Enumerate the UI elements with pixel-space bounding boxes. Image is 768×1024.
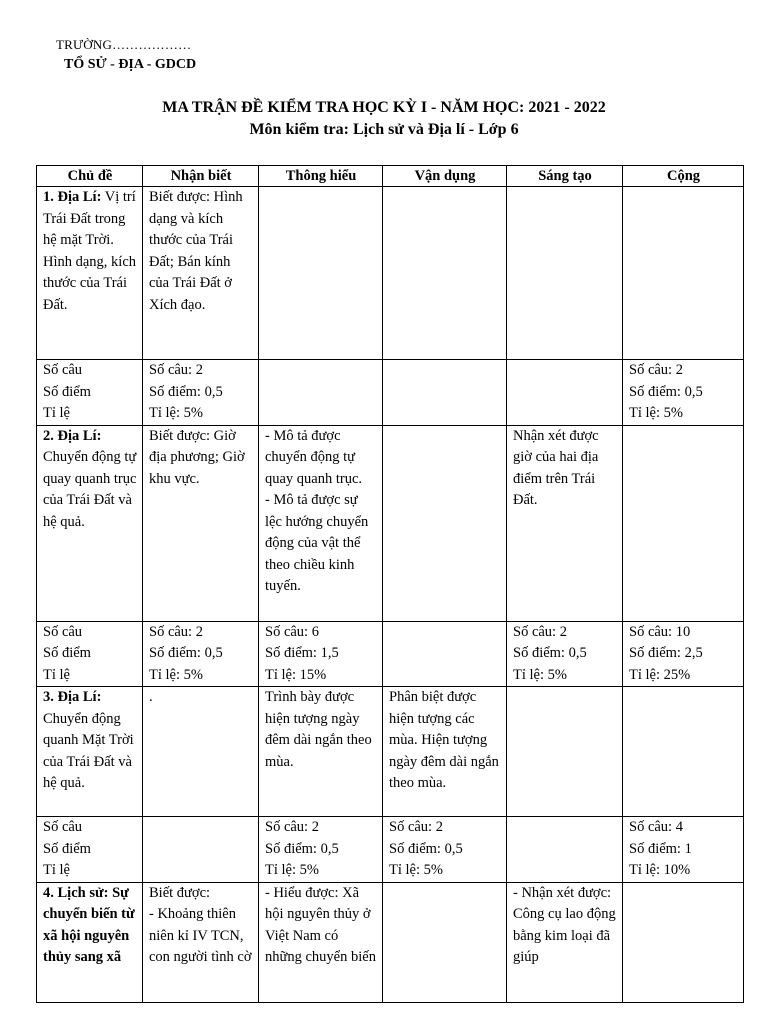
stats-row — [37, 360, 744, 426]
topic-title-text: Chuyển động tự quay quanh trục của Trái Đất và hệ quả. — [43, 449, 137, 530]
stats-recognize-cell: Số câu: 2 Số điểm: 0,5 Tỉ lệ: 5% — [143, 621, 259, 687]
stats-label-cell: Số câu Số điểm Tỉ lệ — [37, 817, 143, 883]
apply-cell — [383, 425, 507, 621]
column-header-total: Cộng — [623, 166, 744, 187]
total-cell — [623, 425, 744, 621]
stats-total-cell: Số câu: 2 Số điểm: 0,5 Tỉ lệ: 5% — [623, 360, 744, 426]
create-cell — [507, 187, 623, 360]
stats-understand-cell: Số câu: 6 Số điểm: 1,5 Tỉ lệ: 15% — [259, 621, 383, 687]
topic-title-bold: 3. Địa Lí: — [43, 689, 102, 705]
stats-label-cell: Số câu Số điểm Tỉ lệ — [37, 360, 143, 426]
topic-row — [37, 425, 744, 621]
stats-total-cell: Số câu: 10 Số điểm: 2,5 Tỉ lệ: 25% — [623, 621, 744, 687]
apply-cell — [383, 882, 507, 1002]
understand-cell: Trình bày được hiện tượng ngày đêm dài ngắn theo mùa. — [259, 687, 383, 817]
topic-title-cell — [37, 687, 143, 817]
apply-cell — [383, 187, 507, 360]
stats-understand-cell — [259, 360, 383, 426]
exam-matrix-table — [36, 165, 744, 1003]
topic-title-cell — [37, 882, 143, 1002]
stats-recognize-cell: Số câu: 2 Số điểm: 0,5 Tỉ lệ: 5% — [143, 360, 259, 426]
stats-recognize-cell — [143, 817, 259, 883]
create-cell — [507, 687, 623, 817]
topic-title-bold: 1. Địa Lí: — [43, 189, 102, 205]
apply-cell: Phân biệt được hiện tượng các mùa. Hiện tượng ngày đêm dài ngắn theo mùa. — [383, 687, 507, 817]
column-header-recognize: Nhận biết — [143, 166, 259, 187]
recognize-cell: Biết được: Giờ địa phương; Giờ khu vực. — [143, 425, 259, 621]
understand-cell: - Hiểu được: Xã hội nguyên thủy ở Việt Nam có những chuyển biến — [259, 882, 383, 1002]
stats-understand-cell: Số câu: 2 Số điểm: 0,5 Tỉ lệ: 5% — [259, 817, 383, 883]
topic-title-text: Vị trí Trái Đất trong hệ mặt Trời. Hình dạng, kích thước của Trái Đất. — [43, 189, 137, 313]
total-cell — [623, 882, 744, 1002]
topic-title-cell — [37, 187, 143, 360]
column-header-create: Sáng tạo — [507, 166, 623, 187]
topic-row — [37, 187, 744, 360]
create-cell: Nhận xét được giờ của hai địa điểm trên Trái Đất. — [507, 425, 623, 621]
recognize-cell: Biết được: Hình dạng và kích thước của Trái Đất; Bán kính của Trái Đất ở Xích đạo. — [143, 187, 259, 360]
column-header-apply: Vận dụng — [383, 166, 507, 187]
stats-create-cell: Số câu: 2 Số điểm: 0,5 Tỉ lệ: 5% — [507, 621, 623, 687]
document-title: MA TRẬN ĐỀ KIỂM TRA HỌC KỲ I - NĂM HỌC: 2021 - 2022 — [162, 99, 606, 116]
stats-total-cell: Số câu: 4 Số điểm: 1 Tỉ lệ: 10% — [623, 817, 744, 883]
total-cell — [623, 187, 744, 360]
header-row — [37, 166, 744, 187]
topic-title-bold: 4. Lịch sử: Sự chuyển biến từ xã hội nguyên thủy sang xã — [43, 884, 135, 965]
understand-cell: - Mô tả được chuyển động tự quay quanh trục. - Mô tả được sự lệc hướng chuyển động của vật thể theo chiều kinh tuyến. — [259, 425, 383, 621]
topic-row — [37, 687, 744, 817]
stats-apply-cell: Số câu: 2 Số điểm: 0,5 Tỉ lệ: 5% — [383, 817, 507, 883]
stats-apply-cell — [383, 360, 507, 426]
stats-apply-cell — [383, 621, 507, 687]
stats-row — [37, 817, 744, 883]
topic-title-bold: 2. Địa Lí: — [43, 427, 102, 444]
topic-row — [37, 882, 744, 1002]
stats-create-cell — [507, 360, 623, 426]
total-cell — [623, 687, 744, 817]
department-name: TỔ SỬ - ĐỊA - GDCD — [64, 57, 197, 72]
column-header-understand: Thông hiểu — [259, 166, 383, 187]
stats-create-cell — [507, 817, 623, 883]
column-header-topic: Chủ đề — [37, 166, 143, 187]
topic-title-cell — [37, 425, 143, 621]
topic-title-text: Chuyển động quanh Mặt Trời của Trái Đất và hệ quả. — [43, 710, 134, 791]
create-cell: - Nhận xét được: Công cụ lao động bằng kim loại đã giúp — [507, 882, 623, 1002]
stats-label-cell: Số câu Số điểm Tỉ lệ — [37, 621, 143, 687]
understand-cell — [259, 187, 383, 360]
document-subtitle: Môn kiểm tra: Lịch sử và Địa lí - Lớp 6 — [249, 121, 519, 138]
recognize-cell: Biết được: - Khoảng thiên niên kỉ IV TCN, con người tình cờ — [143, 882, 259, 1002]
school-name: TRƯỜNG……………… — [56, 37, 192, 52]
stats-row — [37, 621, 744, 687]
recognize-cell: . — [143, 687, 259, 817]
